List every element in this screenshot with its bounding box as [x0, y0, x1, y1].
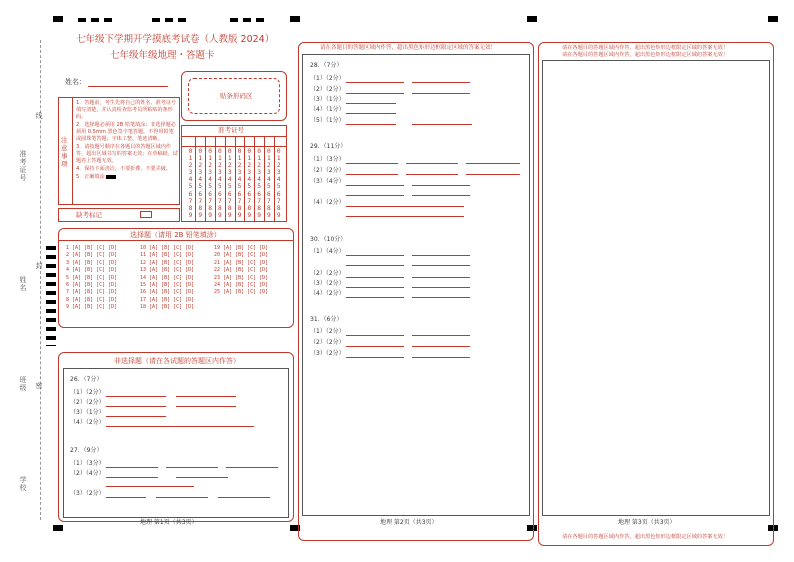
ticket-digit-bubble[interactable]: 0	[237, 148, 242, 155]
question-part: （1）（2分）	[70, 389, 105, 396]
ticket-digit-bubble[interactable]: 5	[247, 183, 252, 191]
ticket-digit-bubble[interactable]: 1	[247, 155, 252, 163]
name-field[interactable]	[88, 86, 168, 87]
ticket-digit-bubble[interactable]: 0	[218, 148, 222, 155]
question-part: （2）（4分）	[70, 470, 105, 477]
choice-row[interactable]: 5 [A] [B] [C] [D]	[66, 274, 118, 281]
ticket-digit-bubble[interactable]: 7	[188, 197, 193, 205]
ticket-digit-bubble[interactable]: 9	[188, 211, 193, 219]
ticket-digit-bubble[interactable]: 5	[237, 183, 242, 191]
question-part: （2）（2分）	[310, 86, 345, 93]
page2-warning: 请在各题目的答题区域内作答，超出黑色矩形边框限定区域的答案无效！	[320, 45, 497, 51]
ticket-digit-bubble[interactable]: 3	[227, 169, 232, 177]
ticket-digit-bubble[interactable]: 0	[247, 148, 252, 155]
ticket-digit-bubble[interactable]: 2	[276, 162, 281, 170]
alignment-mark	[53, 525, 63, 531]
answer-line[interactable]	[106, 477, 158, 478]
answer-line[interactable]	[412, 185, 470, 186]
choice-row[interactable]: 3 [A] [B] [C] [D]	[66, 259, 118, 266]
page3-answer-area[interactable]	[542, 60, 770, 516]
ticket-digit-bubble[interactable]: 8	[276, 204, 281, 212]
answer-line[interactable]	[412, 265, 470, 266]
choice-row[interactable]: 15 [A] [B] [C] [D]	[140, 282, 195, 289]
ticket-digit-column[interactable]	[274, 148, 283, 219]
timing-marks	[230, 18, 264, 22]
ticket-digit-bubble[interactable]: 5	[267, 183, 271, 191]
side-label-class: 班级	[19, 376, 27, 392]
answer-line[interactable]	[406, 163, 458, 164]
notice-item: 1．答题前，考生先将自己的姓名、准考证号填写清楚，并认真检查监考员所粘贴的条形码。	[76, 100, 177, 120]
choice-row[interactable]: 14 [A] [B] [C] [D]	[140, 274, 195, 281]
timing-marks	[78, 18, 112, 22]
ticket-digit-bubble[interactable]: 8	[198, 204, 203, 212]
alignment-mark	[53, 16, 63, 22]
answer-line[interactable]	[346, 163, 398, 164]
answer-line[interactable]	[346, 255, 404, 256]
ticket-digit-bubble[interactable]: 6	[198, 190, 203, 198]
ticket-digit-bubble[interactable]: 0	[227, 148, 232, 155]
ticket-digit-bubble[interactable]: 7	[198, 197, 203, 205]
notice-list	[76, 100, 178, 181]
answer-line[interactable]	[466, 163, 520, 164]
ticket-digit-bubble[interactable]: 6	[267, 190, 271, 198]
answer-line[interactable]	[346, 265, 404, 266]
side-label-name: 姓名	[19, 276, 27, 292]
answer-line[interactable]	[412, 357, 470, 358]
answer-line[interactable]	[412, 335, 470, 336]
question-part: （2）（2分）	[310, 167, 345, 174]
ticket-digit-bubble[interactable]: 7	[208, 197, 212, 205]
ticket-digit-bubble[interactable]: 0	[208, 148, 212, 155]
ticket-digit-bubble[interactable]: 9	[198, 211, 203, 219]
choice-row[interactable]: 20 [A] [B] [C] [D]	[214, 252, 269, 259]
ticket-digit-bubble[interactable]: 1	[237, 155, 242, 163]
q30-label: 30．（10分）	[310, 236, 347, 243]
ticket-digit-bubble[interactable]: 5	[188, 183, 193, 191]
question-part: （3）（1分）	[70, 409, 105, 416]
ticket-digit-bubble[interactable]: 1	[188, 155, 193, 163]
answer-line[interactable]	[346, 103, 396, 104]
choice-row[interactable]: 19 [A] [B] [C] [D]	[214, 245, 269, 251]
choice-row[interactable]: 13 [A] [B] [C] [D]	[140, 267, 195, 274]
ticket-digit-bubble[interactable]: 2	[247, 162, 252, 170]
answer-line[interactable]	[346, 357, 404, 358]
ticket-digit-bubble[interactable]: 0	[267, 148, 271, 155]
side-label-bind: 密	[35, 382, 43, 390]
ticket-digit-bubble[interactable]: 7	[218, 197, 222, 205]
barcode-label: 贴条形码区	[220, 92, 253, 100]
ticket-digit-column[interactable]	[264, 148, 273, 219]
ticket-digit-bubble[interactable]: 2	[188, 162, 193, 170]
answer-line[interactable]	[412, 124, 472, 125]
page3-warning-top-2: 请在各题目的答题区域内作答，超出黑色矩形边框限定区域的答案无效！	[562, 52, 729, 58]
choice-title: 选择题（请用 2B 铅笔填涂）	[130, 231, 221, 239]
page-title: 七年级下学期开学摸底考试卷（人教版 2024）	[76, 34, 275, 45]
answer-line[interactable]	[106, 497, 146, 498]
ticket-digit-bubble[interactable]: 9	[227, 211, 232, 219]
ticket-digit-bubble[interactable]: 1	[218, 155, 222, 163]
ticket-digit-bubble[interactable]: 0	[188, 148, 193, 155]
question-part: （1）（2分）	[310, 75, 345, 82]
ticket-digit-bubble[interactable]: 3	[208, 169, 212, 177]
question-part: （4）（2分）	[70, 419, 105, 426]
ticket-digit-bubble[interactable]: 5	[227, 183, 232, 191]
ticket-digit-bubble[interactable]: 3	[247, 169, 252, 177]
ticket-digit-column[interactable]	[215, 148, 224, 219]
choice-column	[214, 245, 268, 297]
answer-line[interactable]	[176, 396, 236, 397]
choice-row[interactable]: 17 [A] [B] [C] [D]	[140, 296, 195, 303]
choice-row[interactable]: 16 [A] [B] [C] [D]	[140, 289, 195, 296]
ticket-digit-column[interactable]	[225, 148, 234, 219]
ticket-digit-bubble[interactable]: 3	[237, 169, 242, 177]
q28-label: 28．（7分）	[310, 62, 343, 69]
alignment-mark	[527, 16, 537, 22]
ticket-digit-bubble[interactable]: 8	[247, 204, 252, 212]
question-part: （4）（2分）	[310, 290, 345, 297]
question-part: （3）（1分）	[310, 96, 345, 103]
side-label-ticket: 准考证号	[19, 150, 27, 182]
nonchoice-title: 非选择题（请在各试题的答题区内作答）	[114, 357, 240, 365]
ticket-digit-column[interactable]	[196, 148, 205, 219]
choice-row[interactable]: 12 [A] [B] [C] [D]	[140, 259, 195, 266]
alignment-mark	[290, 16, 300, 22]
ticket-digit-bubble[interactable]: 7	[257, 197, 261, 205]
answer-line[interactable]	[412, 346, 470, 347]
answer-line[interactable]	[346, 287, 404, 288]
choice-row[interactable]: 11 [A] [B] [C] [D]	[140, 252, 195, 259]
ticket-digit-bubble[interactable]: 2	[208, 162, 212, 170]
ticket-digit-bubble[interactable]: 9	[257, 211, 261, 219]
ticket-digit-bubble[interactable]: 6	[227, 190, 232, 198]
answer-line[interactable]	[346, 206, 464, 207]
ticket-digit-bubble[interactable]: 7	[247, 197, 252, 205]
absent-label: 缺考标记	[76, 211, 102, 219]
ticket-digit-bubble[interactable]: 7	[276, 197, 281, 205]
page3-warning-bottom: 请在各题目的答题区域内作答，超出黑色矩形边框限定区域的答案无效！	[562, 534, 729, 540]
ticket-digit-bubble[interactable]: 4	[218, 176, 222, 184]
ticket-digit-bubble[interactable]: 3	[198, 169, 203, 177]
choice-row[interactable]: 24 [A] [B] [C] [D]	[214, 282, 269, 289]
ticket-digit-bubble[interactable]: 6	[276, 190, 281, 198]
ticket-digit-bubble[interactable]: 1	[267, 155, 271, 163]
ticket-digit-bubble[interactable]: 5	[276, 183, 281, 191]
ticket-digit-bubble[interactable]: 6	[188, 190, 193, 198]
question-part: （1）（2分）	[310, 328, 345, 335]
choice-row[interactable]: 6 [A] [B] [C] [D]	[66, 282, 118, 289]
choice-row[interactable]: 4 [A] [B] [C] [D]	[66, 267, 118, 274]
choice-row[interactable]: 9 [A] [B] [C] [D]	[66, 304, 118, 311]
ticket-digit-bubble[interactable]: 6	[237, 190, 242, 198]
question-part: （2）（2分）	[310, 270, 345, 277]
ticket-digit-column[interactable]	[245, 148, 254, 219]
answer-line[interactable]	[346, 216, 464, 217]
answer-line[interactable]	[106, 426, 254, 427]
ticket-digit-bubble[interactable]: 8	[267, 204, 271, 212]
ticket-digit-bubble[interactable]: 2	[257, 162, 261, 170]
ticket-digit-bubble[interactable]: 1	[227, 155, 232, 163]
ticket-digit-bubble[interactable]: 7	[237, 197, 242, 205]
ticket-digit-bubble[interactable]: 2	[237, 162, 242, 170]
timing-marks	[152, 18, 186, 22]
ticket-label: 准考证号	[218, 126, 244, 134]
ticket-digit-bubble[interactable]: 4	[257, 176, 261, 184]
choice-column	[140, 245, 194, 312]
ticket-digit-bubble[interactable]: 5	[208, 183, 212, 191]
ticket-digit-bubble[interactable]: 9	[237, 211, 242, 219]
alignment-mark	[768, 16, 778, 22]
answer-line[interactable]	[106, 396, 166, 397]
answer-line[interactable]	[176, 477, 228, 478]
answer-line[interactable]	[106, 467, 158, 468]
choice-row[interactable]: 2 [A] [B] [C] [D]	[66, 252, 118, 259]
answer-line[interactable]	[346, 93, 404, 94]
notice-item: 2．选择题必须用 2B 铅笔填涂；非选择题必须用 0.5mm 黑色签字笔答题，不得用铅笔或圆珠笔答题；字体工整、笔迹清晰。	[76, 122, 176, 142]
fill-sample	[106, 175, 116, 179]
ticket-digit-bubble[interactable]: 0	[198, 148, 203, 155]
answer-line[interactable]	[406, 174, 458, 175]
ticket-digit-bubble[interactable]: 3	[188, 169, 193, 177]
choice-row[interactable]: 23 [A] [B] [C] [D]	[214, 274, 269, 281]
name-label: 姓名：	[65, 78, 86, 86]
side-label-seal: 封	[35, 262, 43, 270]
ticket-digit-bubble[interactable]: 9	[208, 211, 212, 219]
side-timing-marks	[46, 246, 56, 346]
ticket-digit-column[interactable]	[206, 148, 215, 219]
notice-item: 3．请按题号顺序在各题目的答题区域内作答，超出区域书写的答案无效；在草稿纸、试题卷上答题无效。	[76, 144, 178, 164]
question-part: （3）（4分）	[310, 178, 345, 185]
choice-row[interactable]: 22 [A] [B] [C] [D]	[214, 267, 269, 274]
ticket-digit-bubble[interactable]: 8	[237, 204, 242, 212]
answer-line[interactable]	[106, 406, 166, 407]
ticket-digit-bubble[interactable]: 9	[267, 211, 271, 219]
choice-row[interactable]: 1 [A] [B] [C] [D]	[66, 245, 118, 251]
ticket-digit-bubble[interactable]: 6	[247, 190, 252, 198]
ticket-digit-bubble[interactable]: 4	[227, 176, 232, 184]
answer-line[interactable]	[346, 277, 404, 278]
ticket-digit-column[interactable]	[186, 148, 195, 219]
choice-row[interactable]: 18 [A] [B] [C] [D]	[140, 304, 195, 311]
side-label-school: 学校	[19, 476, 27, 492]
ticket-digit-bubble[interactable]: 1	[257, 155, 261, 163]
q31-label: 31．（6分）	[310, 316, 343, 323]
ticket-digit-bubble[interactable]: 2	[227, 162, 232, 170]
answer-line[interactable]	[106, 416, 166, 417]
answer-line[interactable]	[176, 406, 236, 407]
page-footer: 地理 第3页（共3页）	[618, 519, 676, 526]
page-footer: 地理 第2页（共3页）	[380, 519, 438, 526]
ticket-digit-bubble[interactable]: 4	[267, 176, 271, 184]
question-part: （3）（2分）	[310, 350, 345, 357]
answer-line[interactable]	[412, 287, 470, 288]
answer-line[interactable]	[346, 124, 396, 125]
q27-label: 27．（9分）	[70, 447, 103, 454]
answer-line[interactable]	[412, 82, 470, 83]
question-part: （5）（1分）	[310, 117, 345, 124]
notice-item: 4．保持卡面清洁，不要折叠、不要弄破。	[76, 166, 171, 172]
choice-column	[66, 245, 117, 312]
page3-warning-top: 请在各题目的答题区域内作答，超出黑色矩形边框限定区域的答案无效！	[562, 45, 729, 51]
ticket-digit-bubble[interactable]: 7	[227, 197, 232, 205]
choice-row[interactable]: 7 [A] [B] [C] [D]	[66, 289, 118, 296]
answer-line[interactable]	[346, 113, 396, 114]
ticket-digit-bubble[interactable]: 4	[276, 176, 281, 184]
ticket-digit-bubble[interactable]: 8	[257, 204, 261, 212]
question-part: （1）（3分）	[310, 156, 345, 163]
ticket-digit-bubble[interactable]: 6	[208, 190, 212, 198]
ticket-digit-bubble[interactable]: 0	[276, 148, 281, 155]
ticket-digit-bubble[interactable]: 3	[267, 169, 271, 177]
answer-line[interactable]	[226, 467, 278, 468]
ticket-digit-bubble[interactable]: 6	[257, 190, 261, 198]
ticket-digit-bubble[interactable]: 5	[257, 183, 261, 191]
ticket-digit-bubble[interactable]: 2	[218, 162, 222, 170]
ticket-digit-bubble[interactable]: 7	[267, 197, 271, 205]
ticket-digit-bubble[interactable]: 9	[276, 211, 281, 219]
ticket-digit-bubble[interactable]: 1	[198, 155, 203, 163]
barcode-area	[181, 71, 287, 121]
answer-line[interactable]	[412, 297, 470, 298]
ticket-digit-bubble[interactable]: 8	[208, 204, 212, 212]
answer-line[interactable]	[412, 195, 470, 196]
ticket-digit-bubble[interactable]: 4	[208, 176, 212, 184]
answer-line[interactable]	[412, 93, 470, 94]
choice-row[interactable]: 8 [A] [B] [C] [D]	[66, 296, 118, 303]
answer-line[interactable]	[218, 497, 270, 498]
ticket-digit-bubble[interactable]: 3	[218, 169, 222, 177]
ticket-digit-bubble[interactable]: 4	[247, 176, 252, 184]
ticket-digit-bubble[interactable]: 1	[208, 155, 212, 163]
ticket-digit-bubble[interactable]: 3	[276, 169, 281, 177]
ticket-digit-bubble[interactable]: 5	[218, 183, 222, 191]
question-part: （3）（2分）	[310, 280, 345, 287]
ticket-digit-bubble[interactable]: 4	[237, 176, 242, 184]
question-part: （2）（2分）	[70, 399, 105, 406]
ticket-digit-column[interactable]	[255, 148, 264, 219]
side-label-line: 线	[35, 112, 43, 120]
ticket-digit-bubble[interactable]: 8	[227, 204, 232, 212]
page-footer: 地理 第1页（共3页）	[140, 519, 198, 526]
notice-item: 5．正确填涂	[76, 174, 105, 180]
ticket-digit-bubble[interactable]: 5	[198, 183, 203, 191]
answer-line[interactable]	[346, 346, 404, 347]
answer-line[interactable]	[156, 497, 208, 498]
ticket-digit-bubble[interactable]: 8	[188, 204, 193, 212]
answer-line[interactable]	[346, 174, 398, 175]
answer-line[interactable]	[346, 335, 404, 336]
ticket-digit-bubble[interactable]: 3	[257, 169, 261, 177]
answer-line[interactable]	[166, 467, 218, 468]
ticket-digit-bubble[interactable]: 4	[198, 176, 203, 184]
ticket-digit-column[interactable]	[235, 148, 244, 219]
ticket-digit-bubble[interactable]: 0	[257, 148, 261, 155]
question-part: （1）（3分）	[70, 460, 105, 467]
q29-label: 29．（11分）	[310, 143, 347, 150]
answer-line[interactable]	[106, 486, 194, 487]
question-part: （1）（4分）	[310, 248, 345, 255]
ticket-digit-bubble[interactable]: 9	[218, 211, 222, 219]
ticket-digit-bubble[interactable]: 6	[218, 190, 222, 198]
question-part: （3）（2分）	[70, 490, 105, 497]
ticket-digit-bubble[interactable]: 2	[198, 162, 203, 170]
answer-line[interactable]	[346, 185, 404, 186]
answer-line[interactable]	[346, 195, 404, 196]
question-part: （4）（1分）	[310, 106, 345, 113]
q26-label: 26．（7分）	[70, 376, 103, 383]
ticket-digit-bubble[interactable]: 2	[267, 162, 271, 170]
question-part: （2）（2分）	[310, 339, 345, 346]
ticket-digit-bubble[interactable]: 1	[276, 155, 281, 163]
answer-line[interactable]	[412, 277, 470, 278]
page-subtitle: 七年级年级地理・答题卡	[110, 50, 215, 61]
question-part: （4）（2分）	[310, 199, 345, 206]
ticket-digit-bubble[interactable]: 9	[247, 211, 252, 219]
answer-line[interactable]	[466, 174, 520, 175]
notice-title: 注意事项	[61, 136, 68, 168]
choice-row[interactable]: 21 [A] [B] [C] [D]	[214, 259, 269, 266]
ticket-digit-bubble[interactable]: 8	[218, 204, 222, 212]
absent-checkbox[interactable]	[140, 211, 152, 218]
ticket-digit-bubble[interactable]: 4	[188, 176, 193, 184]
choice-row[interactable]: 25 [A] [B] [C] [D]	[214, 289, 269, 296]
choice-row[interactable]: 10 [A] [B] [C] [D]	[140, 245, 195, 251]
answer-line[interactable]	[346, 297, 404, 298]
answer-line[interactable]	[346, 82, 404, 83]
answer-line[interactable]	[412, 255, 470, 256]
